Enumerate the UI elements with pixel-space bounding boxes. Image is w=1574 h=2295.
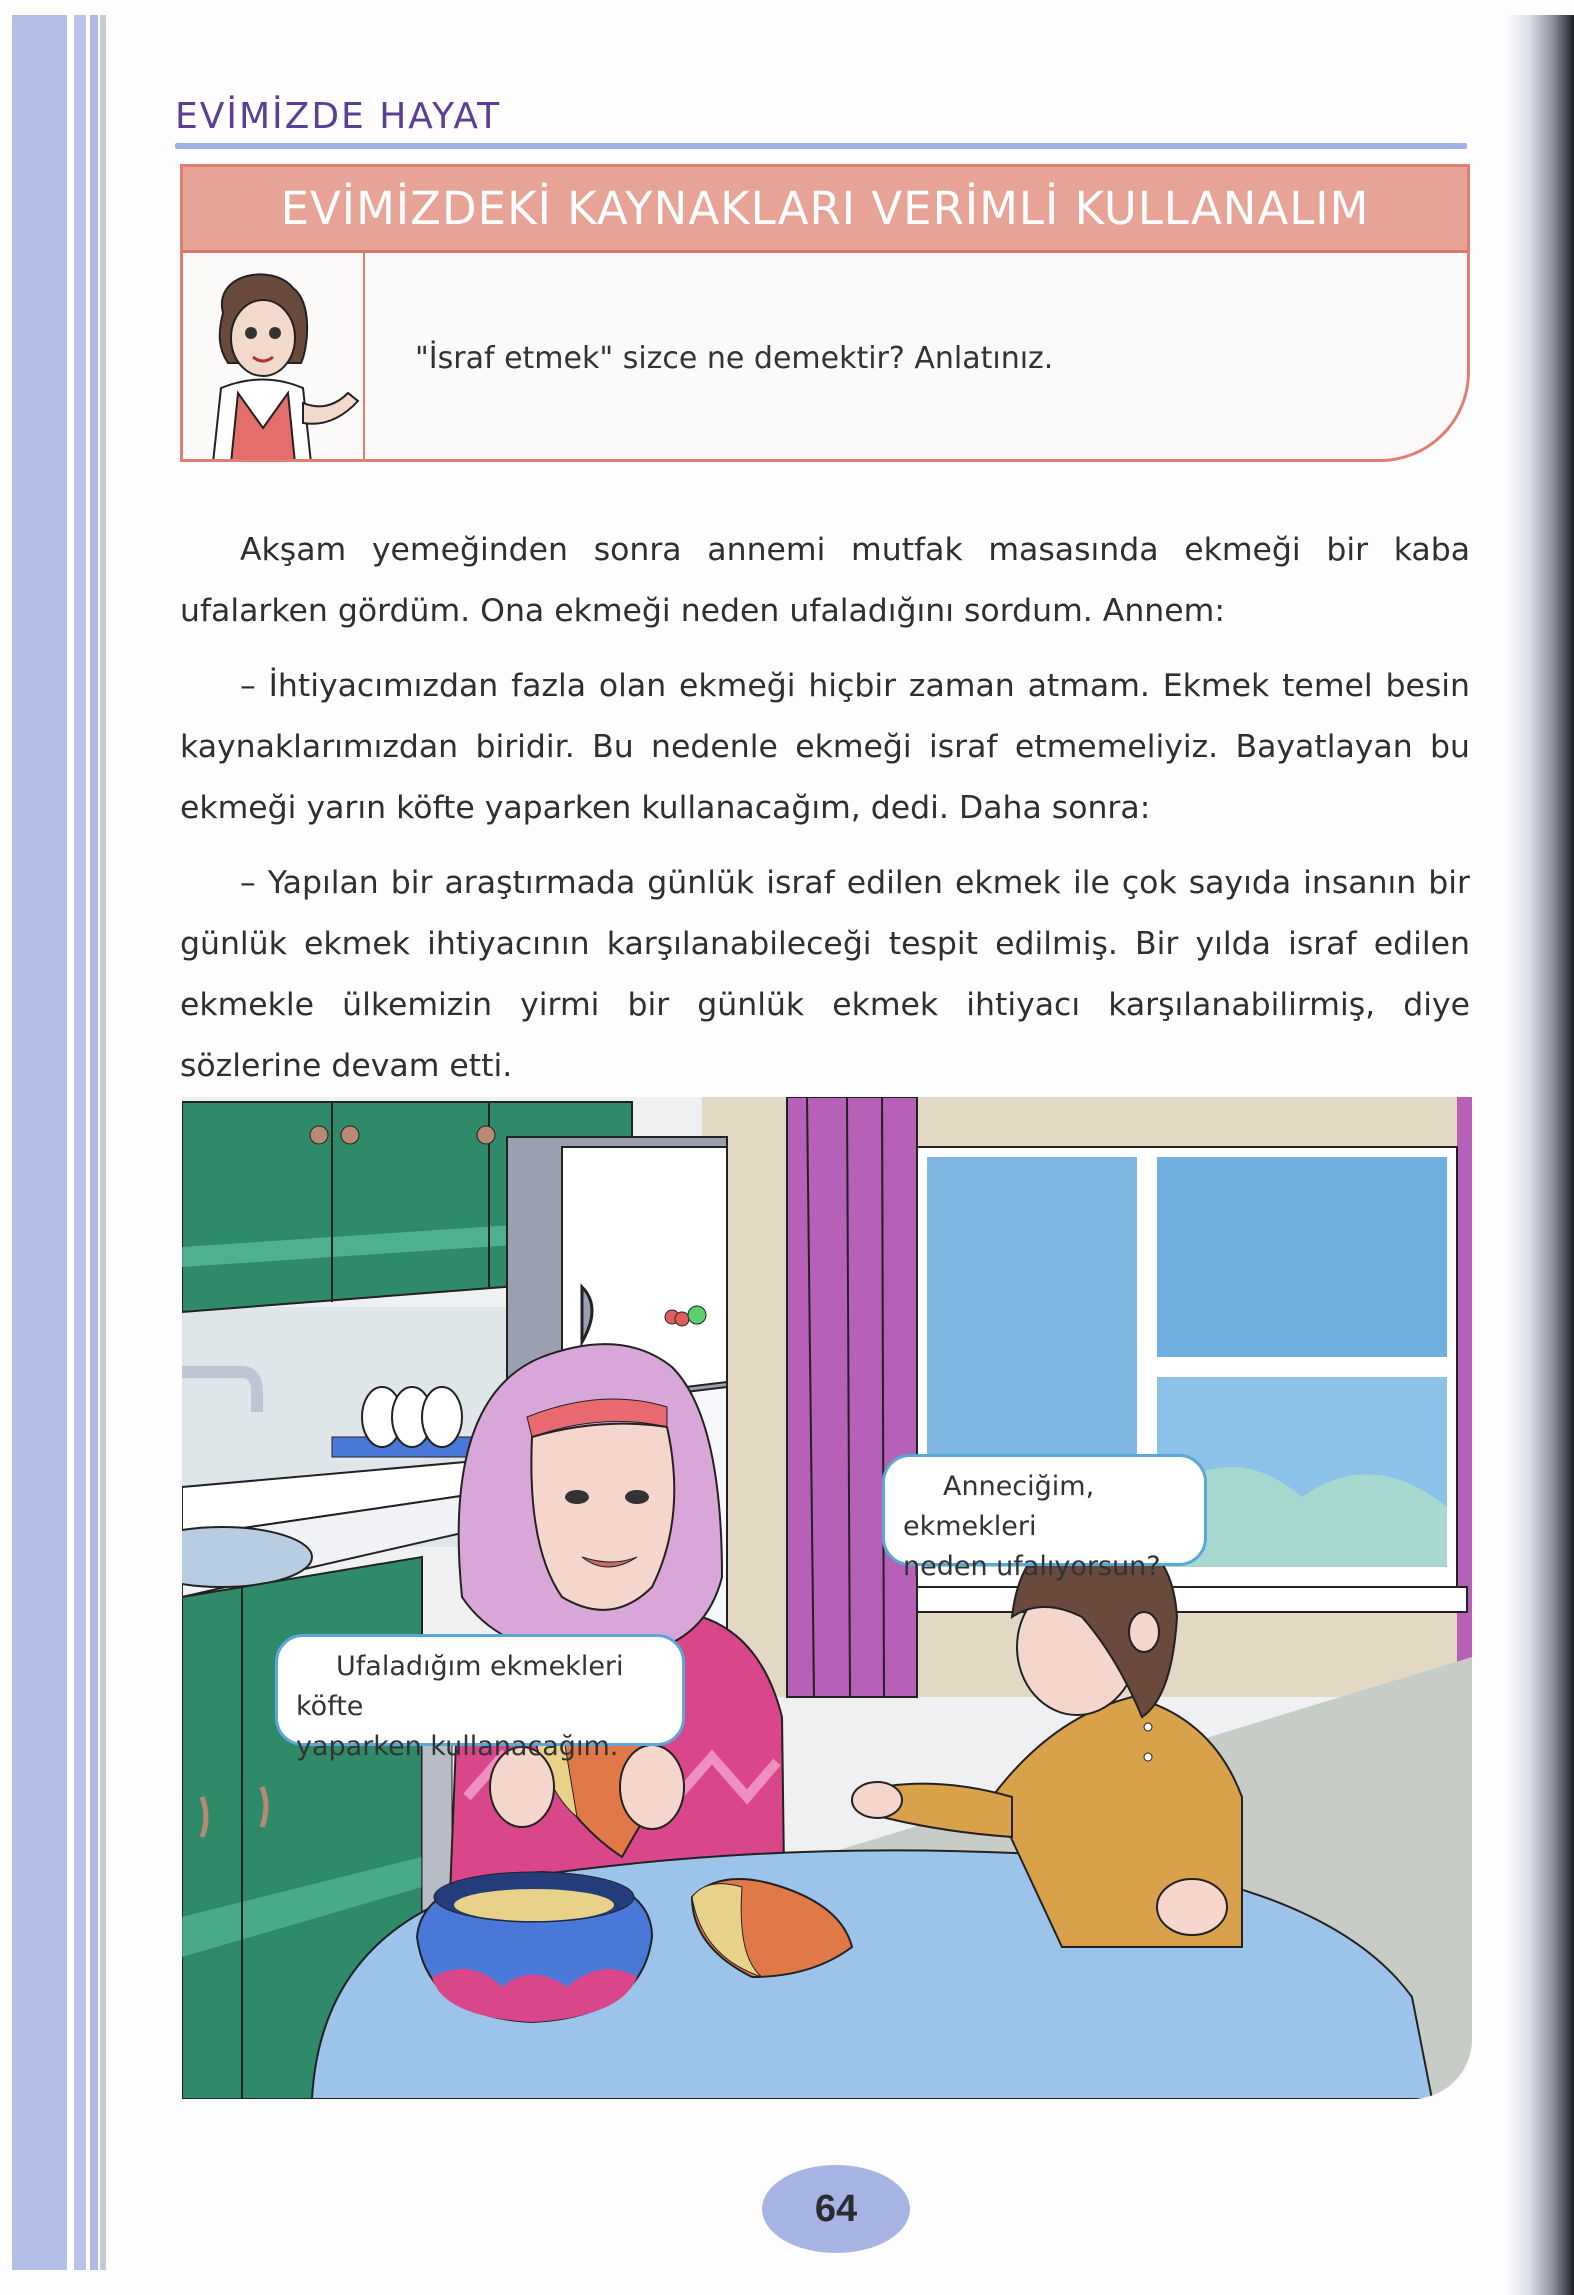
mother-bubble-line-2: yaparken kullanacağım. — [296, 1731, 619, 1762]
lesson-title: EVİMİZDEKİ KAYNAKLARI VERİMLİ KULLANALIM — [280, 182, 1370, 235]
kitchen-scene-icon — [182, 1097, 1472, 2099]
unit-title-rule — [175, 143, 1467, 149]
teacher-character-icon — [183, 253, 361, 462]
story-paragraph: Akşam yemeğinden sonra annemi mutfak masasında ekmeği bir kaba ufalarken gördüm. Ona ekmeği neden ufaladığını sordum. Annem: — [180, 532, 1470, 629]
child-bubble-line-2: neden ufalıyorsun? — [903, 1551, 1161, 1582]
kitchen-illustration — [182, 1097, 1472, 2099]
page-number-badge: 64 — [762, 2165, 910, 2253]
unit-title: EVİMİZDE HAYAT — [175, 96, 502, 137]
story-text — [180, 520, 1470, 1111]
mother-speech-bubble — [275, 1634, 685, 1762]
lesson-header — [183, 167, 1467, 253]
story-paragraph: – İhtiyacımızdan fazla olan ekmeği hiçbir zaman atmam. Ekmek temel besin kaynaklarımızdan biridir. Bu nedenle ekmeği israf etmemeliyiz. Bayatlayan bu ekmeği yarın köfte yaparken kullanacağım, dedi. Daha sonra: — [180, 668, 1470, 826]
teacher-character-cell — [183, 253, 365, 459]
lesson-box — [180, 164, 1470, 462]
lesson-question: "İsraf etmek" sizce ne demektir? Anlatınız. — [415, 341, 1054, 376]
page-edge-shadow — [1504, 15, 1574, 2295]
child-bubble-line-1: Anneciğim, ekmekleri — [903, 1471, 1095, 1542]
mother-bubble-line-1: Ufaladığım ekmekleri köfte — [296, 1651, 624, 1722]
book-spine-decoration — [0, 15, 160, 2270]
child-speech-bubble — [882, 1454, 1207, 1582]
story-paragraph: – Yapılan bir araştırmada günlük israf edilen ekmek ile çok sayıda insanın bir günlük ekmek ihtiyacının karşılanabileceği tespit edilmiş. Bir yılda israf edilen ekmekle ülkemizin yirmi bir günlük ekmek ihtiyacı karşılanabilirmiş, diye sözlerine devam etti. — [180, 865, 1470, 1084]
